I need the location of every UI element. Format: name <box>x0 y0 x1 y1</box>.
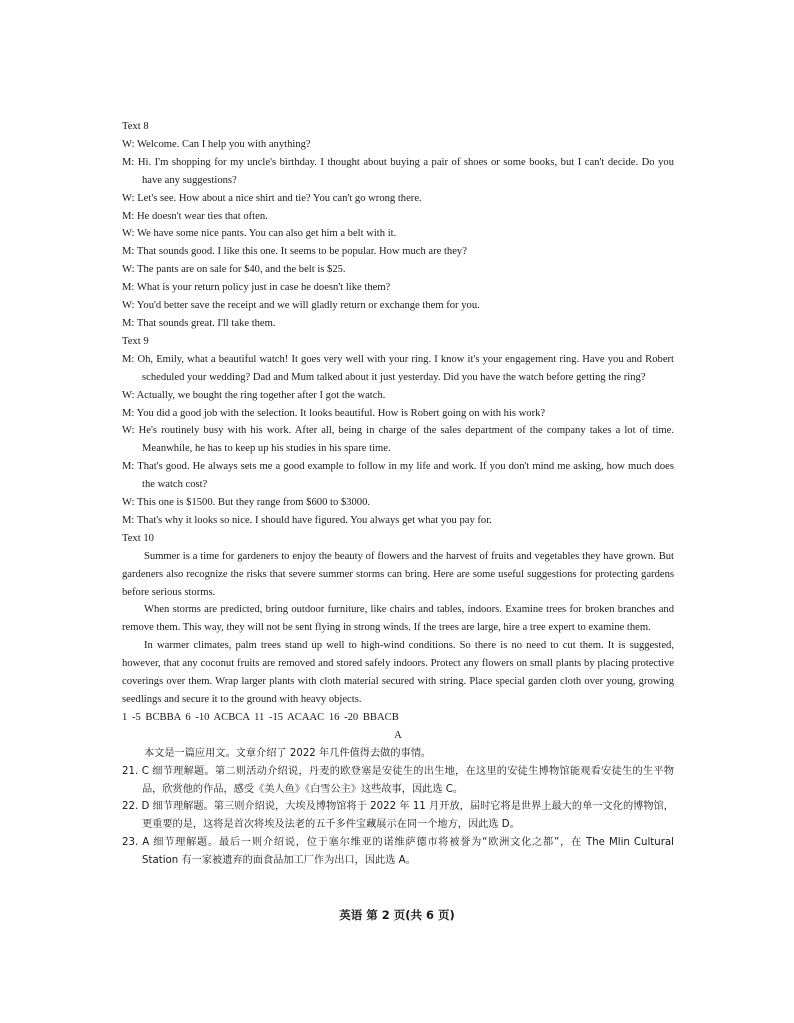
text9-heading: Text 9 <box>122 335 149 347</box>
dialogue-line: M: That's why it looks so nice. I should have figured. You always get what you pay for. <box>122 514 492 526</box>
answer-key: 1 -5 BCBBA 6 -10 ACBCA 11 -15 ACAAC 16 -20 BBACB <box>122 711 399 723</box>
dialogue-line: W: He's routinely busy with his work. After all, being in charge of the sales department of the company takes a lot of time. Meanwhile, he has to keep up his studies in his spare time. <box>122 425 674 455</box>
dialogue-line: W: Welcome. Can I help you with anything? <box>122 138 311 150</box>
dialogue-line: W: We have some nice pants. You can also get him a belt with it. <box>122 228 397 240</box>
dialogue-line: M: That sounds good. I like this one. It seems to be popular. How much are they? <box>122 246 467 258</box>
dialogue-line: W: The pants are on sale for $40, and the belt is $25. <box>122 264 346 276</box>
dialogue-line: M: That sounds great. I'll take them. <box>122 317 276 329</box>
dialogue-line: M: What is your return policy just in case he doesn't like them? <box>122 282 391 294</box>
passage-paragraph: In warmer climates, palm trees stand up well to high-wind conditions. So there is no need to cut them. It is suggested, however, that any coconut fruits are removed and stored safely indoors. Protect any flowers on small plants by placing protective coverings over them. Wrap larger plants with cloth material secured with string. Place special garden cloth over young, growing seedlings and secure it to the ground with heavy objects. <box>122 640 674 705</box>
section-label: A <box>394 729 402 741</box>
page-content <box>122 118 674 870</box>
text8-dialogue <box>122 136 674 333</box>
passage-paragraph: Summer is a time for gardeners to enjoy the beauty of flowers and the harvest of fruits and vegetables they have grown. But gardeners also recognize the risks that severe summer storms can bring. Here are some useful suggestions for protecting gardens before serious storms. <box>122 550 674 598</box>
explanation-list <box>122 763 674 870</box>
page-footer: 英语 第 2 页(共 6 页) <box>339 908 455 922</box>
explanation-item: 23. A 细节理解题。最后一则介绍说，位于塞尔维亚的诺维萨德市将被誉为“欧洲文化之都”，在 The Mlin Cultural Station 有一家被遗弃的面食品加工厂作为出口，因此选 A。 <box>122 837 674 867</box>
passage-paragraph: When storms are predicted, bring outdoor furniture, like chairs and tables, indoors. Examine trees for broken branches and remove them. This way, they will not be sent flying in strong winds. If the trees are large, hire a tree expert to examine them. <box>122 604 674 634</box>
text9-dialogue <box>122 351 674 530</box>
dialogue-line: M: That's good. He always sets me a good example to follow in my life and work. If you don't mind me asking, how much does the watch cost? <box>122 461 674 491</box>
dialogue-line: M: You did a good job with the selection. It looks beautiful. How is Robert going on with his work? <box>122 407 546 419</box>
dialogue-line: M: Oh, Emily, what a beautiful watch! It goes very well with your ring. I know it's your engagement ring. Have you and Robert scheduled your wedding? Dad and Mum talked about it just yesterday. Did you have the watch before getting the ring? <box>122 353 674 383</box>
text10-passage <box>122 548 674 709</box>
dialogue-line: W: This one is $1500. But they range from $600 to $3000. <box>122 497 371 509</box>
explanation-item: 21. C 细节理解题。第二则活动介绍说，丹麦的欧登塞是安徒生的出生地，在这里的安徒生博物馆能观看安徒生的生平物品，欣赏他的作品，感受《美人鱼》《白雪公主》这些故事，因此选 C。 <box>122 765 674 795</box>
text10-heading: Text 10 <box>122 532 154 544</box>
dialogue-line: M: Hi. I'm shopping for my uncle's birthday. I thought about buying a pair of shoes or some books, but I can't decide. Do you have any suggestions? <box>122 156 674 186</box>
text8-heading: Text 8 <box>122 121 149 132</box>
dialogue-line: M: He doesn't wear ties that often. <box>122 210 268 222</box>
section-intro: 本文是一篇应用文。文章介绍了 2022 年几件值得去做的事情。 <box>144 747 432 759</box>
dialogue-line: W: You'd better save the receipt and we will gladly return or exchange them for you. <box>122 300 480 312</box>
explanation-item: 22. D 细节理解题。第三则介绍说，大埃及博物馆将于 2022 年 11 月开放，届时它将是世界上最大的单一文化的博物馆，更重要的是，这将是首次将埃及法老的五千多件宝藏展示在同一个地方，因此选 D。 <box>122 801 674 831</box>
dialogue-line: W: Let's see. How about a nice shirt and tie? You can't go wrong there. <box>122 192 422 204</box>
dialogue-line: W: Actually, we bought the ring together after I got the watch. <box>122 389 386 401</box>
